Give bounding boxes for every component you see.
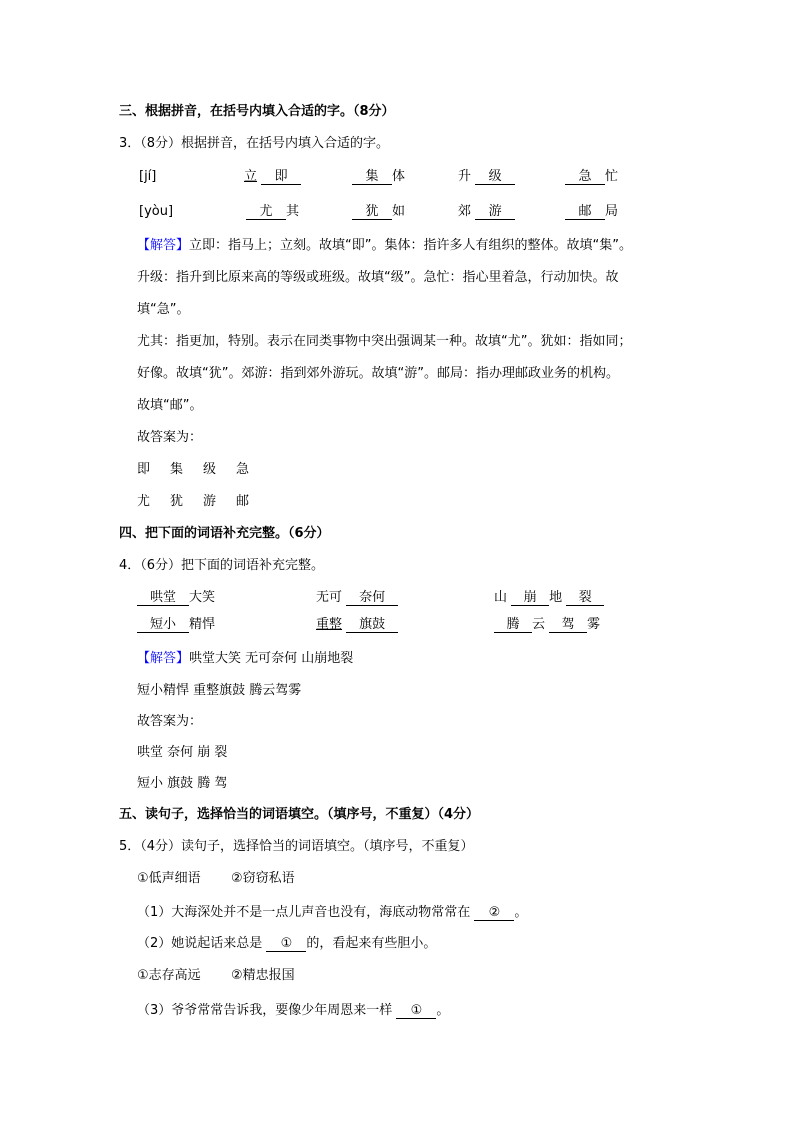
final-answer-4-line-2: 短小 旗鼓 腾 驾 <box>137 776 228 791</box>
answer-3-line-6: 故填“邮”。 <box>137 398 203 413</box>
answer-blank: 邮 <box>565 204 605 220</box>
word-youru: 犹 如 <box>352 204 405 220</box>
answer-blank: 哄堂 <box>137 590 189 606</box>
answer-blank: 级 <box>475 169 515 185</box>
answer-4-line-2: 短小精悍 重整旗鼓 腾云驾雾 <box>137 683 302 698</box>
idiom-chongzhengqigu: 重整 旗鼓 <box>316 617 398 633</box>
sentence-1: （1）大海深处并不是一点儿声音也没有，海底动物常常在 ② 。 <box>137 905 528 920</box>
word-jiti: 集 体 <box>352 169 405 185</box>
answer-blank: 集 <box>352 169 392 185</box>
answer-3-line-1: 【解答】立即：指马上；立刻。故填“即”。集体：指许多人有组织的整体。故填“集”。 <box>137 238 632 253</box>
pinyin-you: [yòu] <box>139 204 174 219</box>
answer-blank: ① <box>266 936 306 952</box>
idiom-shanbengdilie: 山 崩 地 裂 <box>494 590 604 606</box>
sentence-3: （3）爷爷常常告诉我，要像少年周恩来一样 ① 。 <box>137 1003 450 1018</box>
answer-blank: 游 <box>475 204 515 220</box>
answer-blank: 急 <box>565 169 605 185</box>
answer-label: 【解答】 <box>137 238 190 253</box>
answer-4-line-1: 【解答】哄堂大笑 无可奈何 山崩地裂 <box>137 651 354 666</box>
answer-label: 【解答】 <box>137 651 190 666</box>
answer-blank: 裂 <box>566 590 604 606</box>
sentence-2: （2）她说起话来总是 ① 的，看起来有些胆小。 <box>137 936 437 951</box>
section-5-heading: 五、读句子，选择恰当的词语填空。（填序号，不重复）（4分） <box>119 807 480 822</box>
answer-blank: 奈何 <box>346 590 398 606</box>
final-answer-row-1: 即 集 级 急 <box>137 462 250 477</box>
answer-3-line-2: 升级：指升到比原来高的等级或班级。故填“级”。急忙：指心里着急，行动加快。故 <box>137 270 619 285</box>
idiom-wukenaihe: 无可 奈何 <box>316 590 398 606</box>
idiom-duanxiaojinghan: 短小 精悍 <box>137 617 215 633</box>
answer-blank: 即 <box>261 169 301 185</box>
word-shengji: 升 级 <box>458 169 515 185</box>
answer-3-line-3: 填“急”。 <box>137 302 190 317</box>
word-liji: 立 即 <box>244 169 301 185</box>
word-youqi: 尤 其 <box>246 204 299 220</box>
final-answer-row-2: 尤 犹 游 邮 <box>137 494 250 509</box>
final-answer-4-line-1: 哄堂 奈何 崩 裂 <box>137 745 228 760</box>
section-3-heading: 三、根据拼音，在括号内填入合适的字。（8分） <box>119 104 395 119</box>
answer-blank: 驾 <box>549 617 587 633</box>
word-jiaoyou: 郊 游 <box>458 204 515 220</box>
question-4-prompt: 4．（6分）把下面的词语补充完整。 <box>119 558 325 573</box>
word-youju: 邮 局 <box>565 204 618 220</box>
options-group-2: ①志存高远 ②精忠报国 <box>137 968 295 983</box>
answer-3-line-5: 好像。故填“犹”。郊游：指到郊外游玩。故填“游”。邮局：指办理邮政业务的机构。 <box>137 366 619 381</box>
idiom-tengyunjiawu: 腾 云 驾 雾 <box>494 617 600 633</box>
final-answer-label-3: 故答案为： <box>137 430 203 445</box>
answer-blank: 旗鼓 <box>346 617 398 633</box>
answer-blank: 腾 <box>494 617 532 633</box>
final-answer-label-4: 故答案为： <box>137 714 203 729</box>
answer-blank: ① <box>396 1003 436 1019</box>
section-4-heading: 四、把下面的词语补充完整。（6分） <box>119 526 330 541</box>
answer-blank: 短小 <box>137 617 189 633</box>
question-5-prompt: 5．（4分）读句子，选择恰当的词语填空。（填序号，不重复） <box>119 839 474 854</box>
idiom-hongtangdaxiao: 哄堂 大笑 <box>137 590 215 606</box>
answer-blank: 尤 <box>246 204 286 220</box>
answer-blank: 犹 <box>352 204 392 220</box>
options-group-1: ①低声细语 ②窃窃私语 <box>137 871 295 886</box>
answer-3-line-4: 尤其：指更加，特别。表示在同类事物中突出强调某一种。故填“尤”。犹如：指如同； <box>137 334 632 349</box>
pinyin-ji: [jí] <box>139 169 157 184</box>
question-3-prompt: 3．（8分）根据拼音，在括号内填入合适的字。 <box>119 136 390 151</box>
word-jimang: 急 忙 <box>565 169 618 185</box>
answer-blank: ② <box>474 905 514 921</box>
answer-blank: 崩 <box>511 590 549 606</box>
